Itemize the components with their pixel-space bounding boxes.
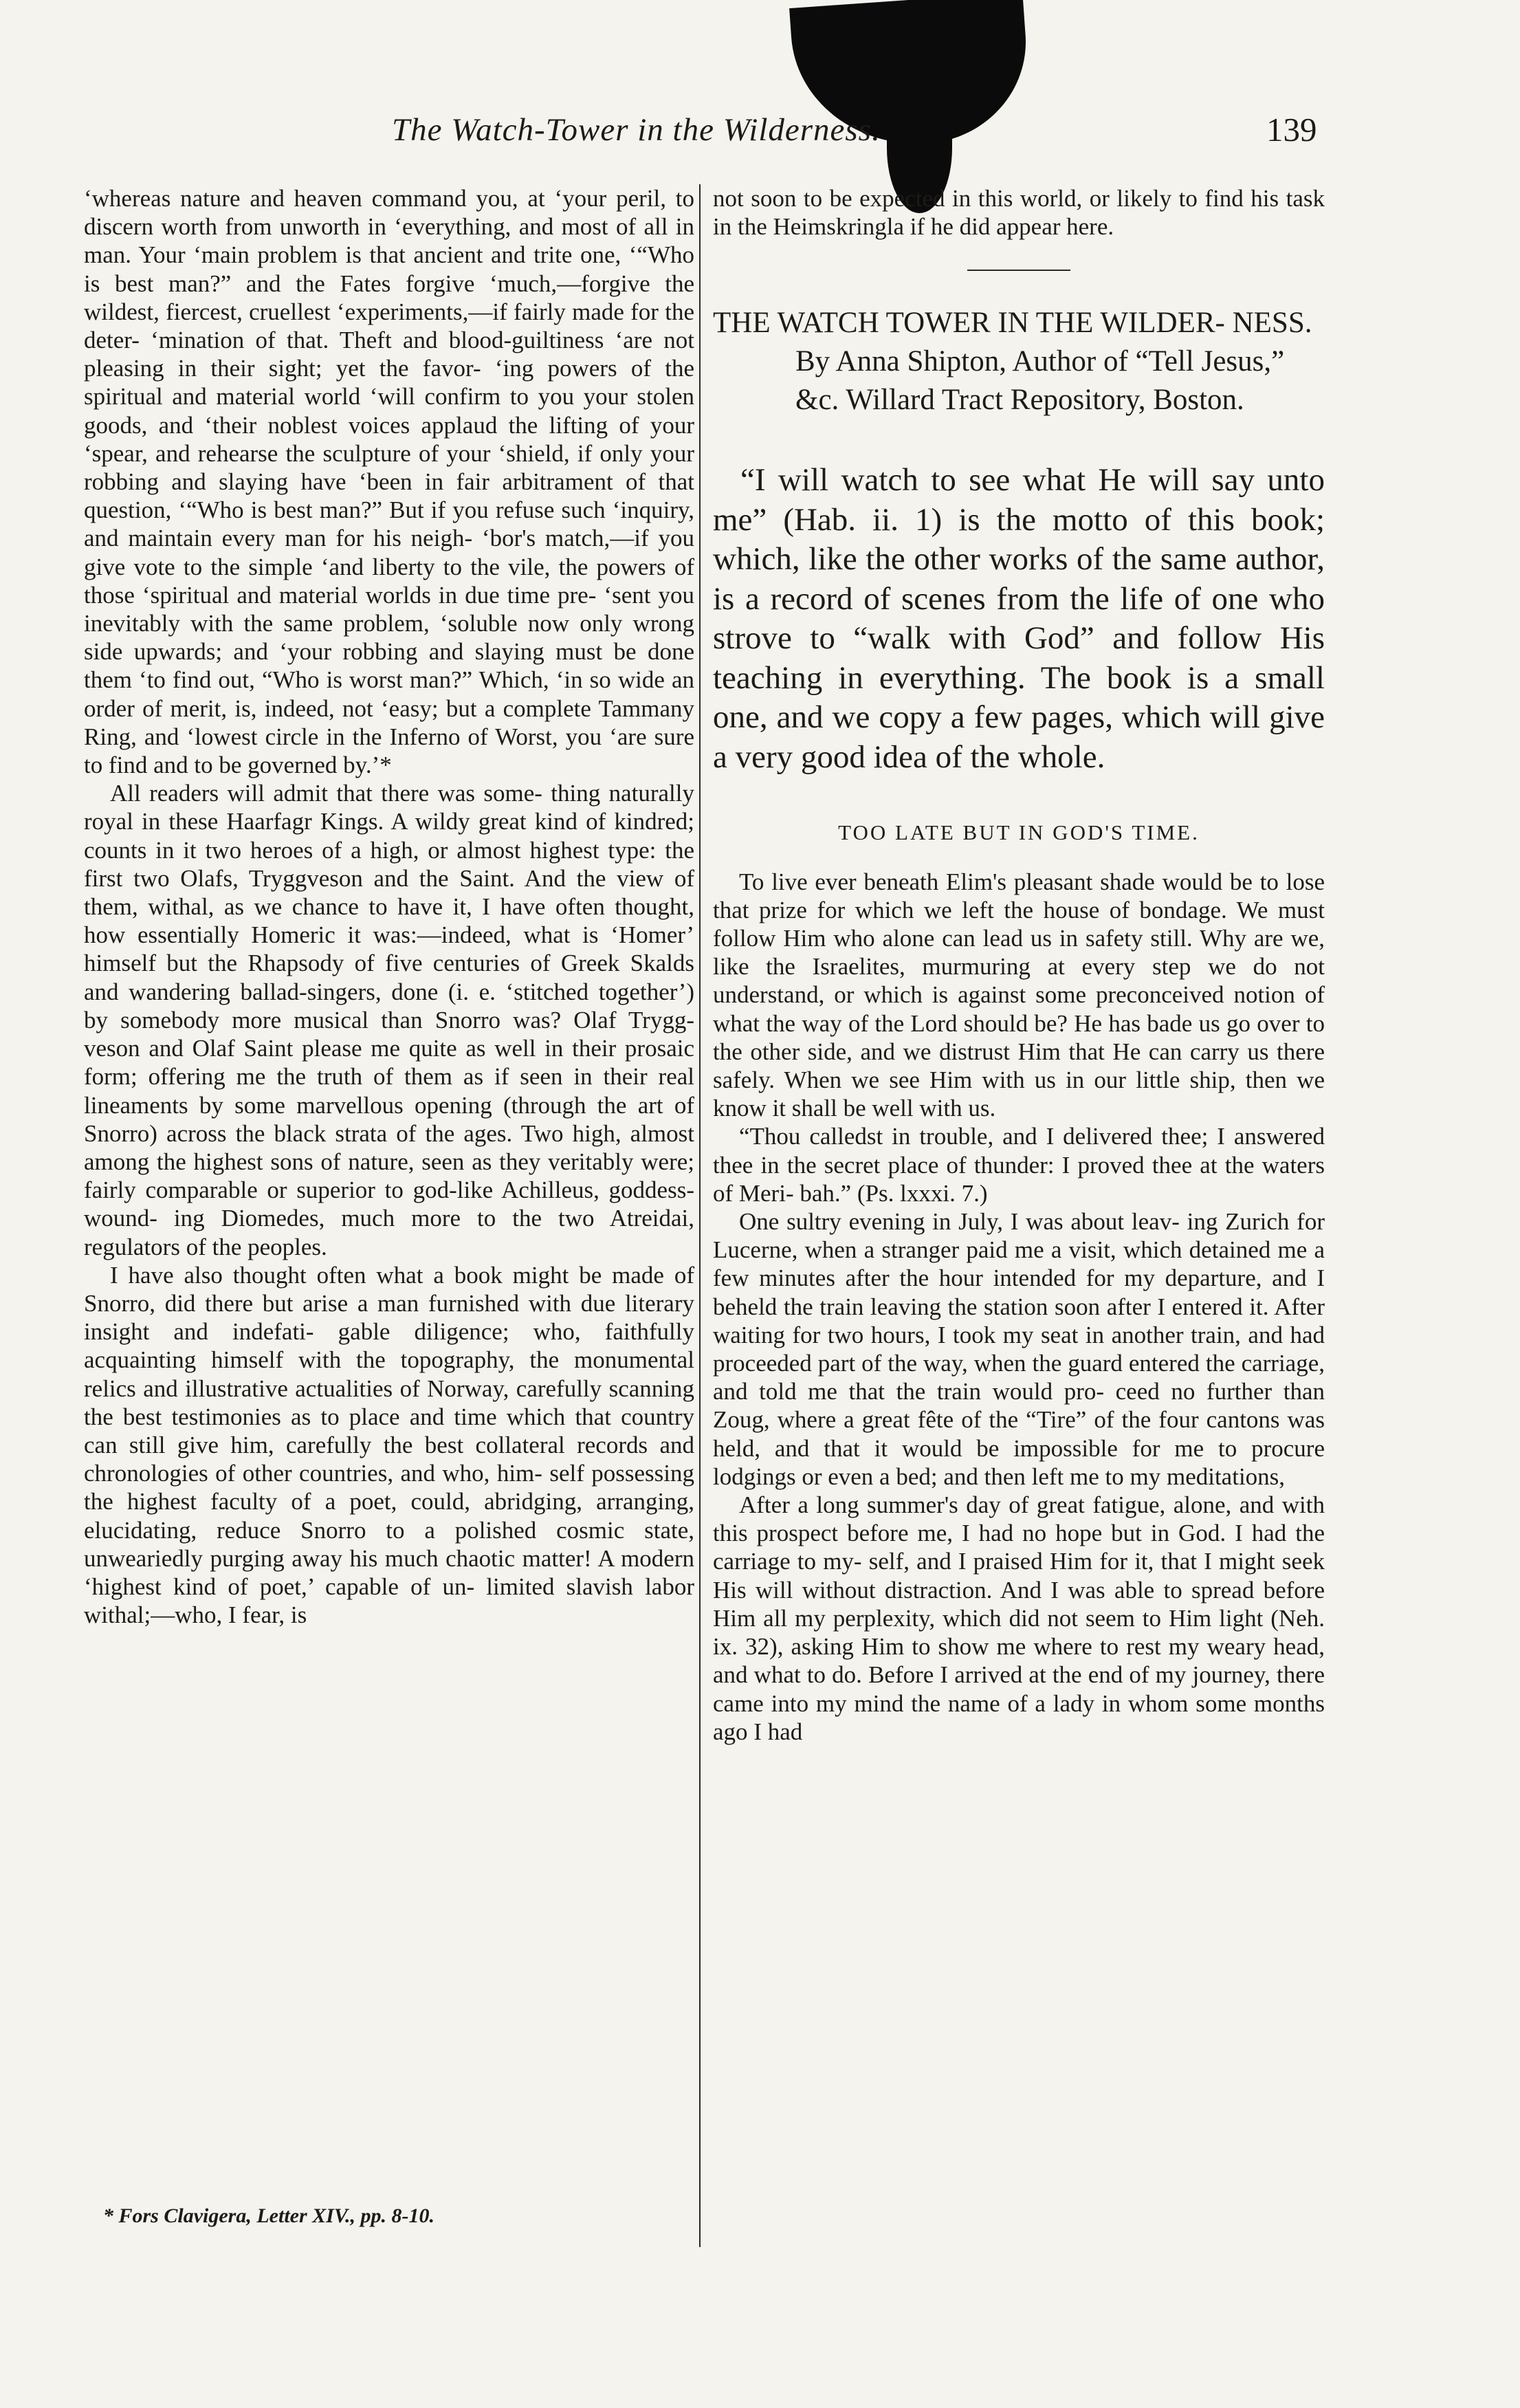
right-column xyxy=(713,184,1325,1746)
quoted-passage: ‘whereas nature and heaven command you, at ‘your peril, to discern worth from unworth in ‘everything, and most of all in man. Your ‘main problem is that ancient and trite one, ‘“Who is best man?” and the Fates forgive ‘much,—forgive the wildest, fiercest, cruellest ‘experiments,—if fairly made for the deter- ‘mination of that. Theft and blood-guiltiness ‘are not pleasing in their sight; yet the favor- ‘ing powers of the spiritual and material world ‘will confirm to you your stolen goods, and ‘their noblest voices applaud the lifting of your ‘spear, and rehearse the sculpture of your ‘shield, if only your robbing and slaying have ‘been in fair arbitrament of that question, ‘“Who is best man?” But if you refuse such ‘inquiry, and maintain every man for his neigh- ‘bor's match,—if you give vote to the simple ‘and liberty to the vile, the powers of those ‘spiritual and material worlds in due time pre- ‘sent you inevitably with the same problem, ‘soluble now only wrong side upwards; and ‘your robbing and slaying must be done them ‘to find out, “Who is worst man?” Which, ‘in so wide an order of merit, is, indeed, not ‘easy; but a complete Tammany Ring, and ‘lowest circle in the Inferno of Worst, you ‘are sure to find and to be governed by.’* xyxy=(84,185,694,779)
paragraph-zurich: One sultry evening in July, I was about leav- ing Zurich for Lucerne, when a stranger paid me a visit, which detained me a few minutes after the hour intended for my departure, and I beheld the train leaving the station soon after I entered it. After waiting for two hours, I took my seat in another train, and had proceeded part of the way, when the guard entered the carriage, and told me that the train would pro- ceed no further than Zoug, where a great fête of the “Tire” of the four cantons was held, and that it would be impossible for me to procure lodgings or even a bed; and then left me to my meditations, xyxy=(713,1208,1325,1490)
page-number: 139 xyxy=(1266,111,1317,149)
chapter-subheading: TOO LATE BUT IN GOD'S TIME. xyxy=(838,820,1200,845)
paragraph-snorro-book: I have also thought often what a book might be made of Snorro, did there but arise a man furnished with due literary insight and indefati- gable diligence; who, faithfully acquainting himself with the topography, the monumental relics and illustrative actualities of Norway, carefully scanning the best testimonies as to place and time which that country can still give him, carefully the best collateral records and chronologies of other countries, and who, him- self possessing the highest faculty of a poet, could, abridging, arranging, elucidating, reduce Snorro to a polished cosmic state, unweariedly purging away his much chaotic matter! A modern ‘highest kind of poet,’ capable of un- limited slavish labor withal;—who, I fear, is xyxy=(84,1261,694,1629)
footnote: * Fors Clavigera, Letter XIV., pp. 8-10. xyxy=(103,2204,434,2227)
review-heading: THE WATCH TOWER IN THE WILDER- NESS. By Anna Shipton, Author of “Tell Jesus,” &c. Willard Tract Repository, Boston. xyxy=(713,307,1312,417)
review-lead-paragraph: “I will watch to see what He will say unto me” (Hab. ii. 1) is the motto of this book; which, like the other works of the same author, is a record of scenes from the life of one who strove to “walk with God” and follow His teaching in everything. The book is a small one, and we copy a few pages, which will give a very good idea of the whole. xyxy=(713,462,1325,775)
left-column xyxy=(84,184,694,1629)
column-divider xyxy=(699,184,701,2247)
section-rule xyxy=(967,270,1070,271)
scripture-quote: “Thou calledst in trouble, and I delivered thee; I answered thee in the secret place of thunder: I proved thee at the waters of Meri- bah.” (Ps. lxxxi. 7.) xyxy=(713,1123,1325,1207)
paragraph-haarfagr-kings: All readers will admit that there was some- thing naturally royal in these Haarfagr Kings. A wildy great kind of kindred; counts in it two heroes of a high, or almost highest type: the first two Olafs, Tryggveson and the Saint. And the view of them, withal, as we chance to have it, I have often thought, how essentially Homeric it was:—indeed, what is ‘Homer’ himself but the Rhapsody of five centuries of Greek Skalds and wandering ballad-singers, done (i. e. ‘stitched together’) by somebody more musical than Snorro was? Olaf Trygg- veson and Olaf Saint please me quite as well in their prosaic form; offering me the truth of them as if seen in their real lineaments by some marvellous opening (through the art of Snorro) across the black strata of the ages. Two high, almost among the highest sons of nature, seen as they veritably were; fairly comparable or superior to god-like Achilleus, goddess-wound- ing Diomedes, much more to the two Atreidai, regulators of the peoples. xyxy=(84,780,694,1260)
paragraph-elim: To live ever beneath Elim's pleasant shade would be to lose that prize for which we left the house of bondage. We must follow Him who alone can lead us in safety still. Why are we, like the Israelites, murmuring at every step we do not understand, or which is against some preconceived notion of what the way of the Lord should be? He has bade us go over to the other side, and we distrust Him that He can carry us there safely. When we see Him with us in our little ship, then we know it shall be well with us. xyxy=(713,868,1325,1122)
running-title: The Watch-Tower in the Wilderness. xyxy=(392,112,881,148)
paragraph-summer-day: After a long summer's day of great fatigue, alone, and with this prospect before me, I had no hope but in God. I had the carriage to my- self, and I praised Him for it, that I might seek His will without distraction. And I was able to spread before Him all my perplexity, which did not seem to Him light (Neh. ix. 32), asking Him to show me where to rest my weary head, and what to do. Before I arrived at the end of my journey, there came into my mind the name of a lady in whom some months ago I had xyxy=(713,1491,1325,1745)
continuation-text: not soon to be expected in this world, or likely to find his task in the Heimskringla if he did appear here. xyxy=(713,185,1325,241)
